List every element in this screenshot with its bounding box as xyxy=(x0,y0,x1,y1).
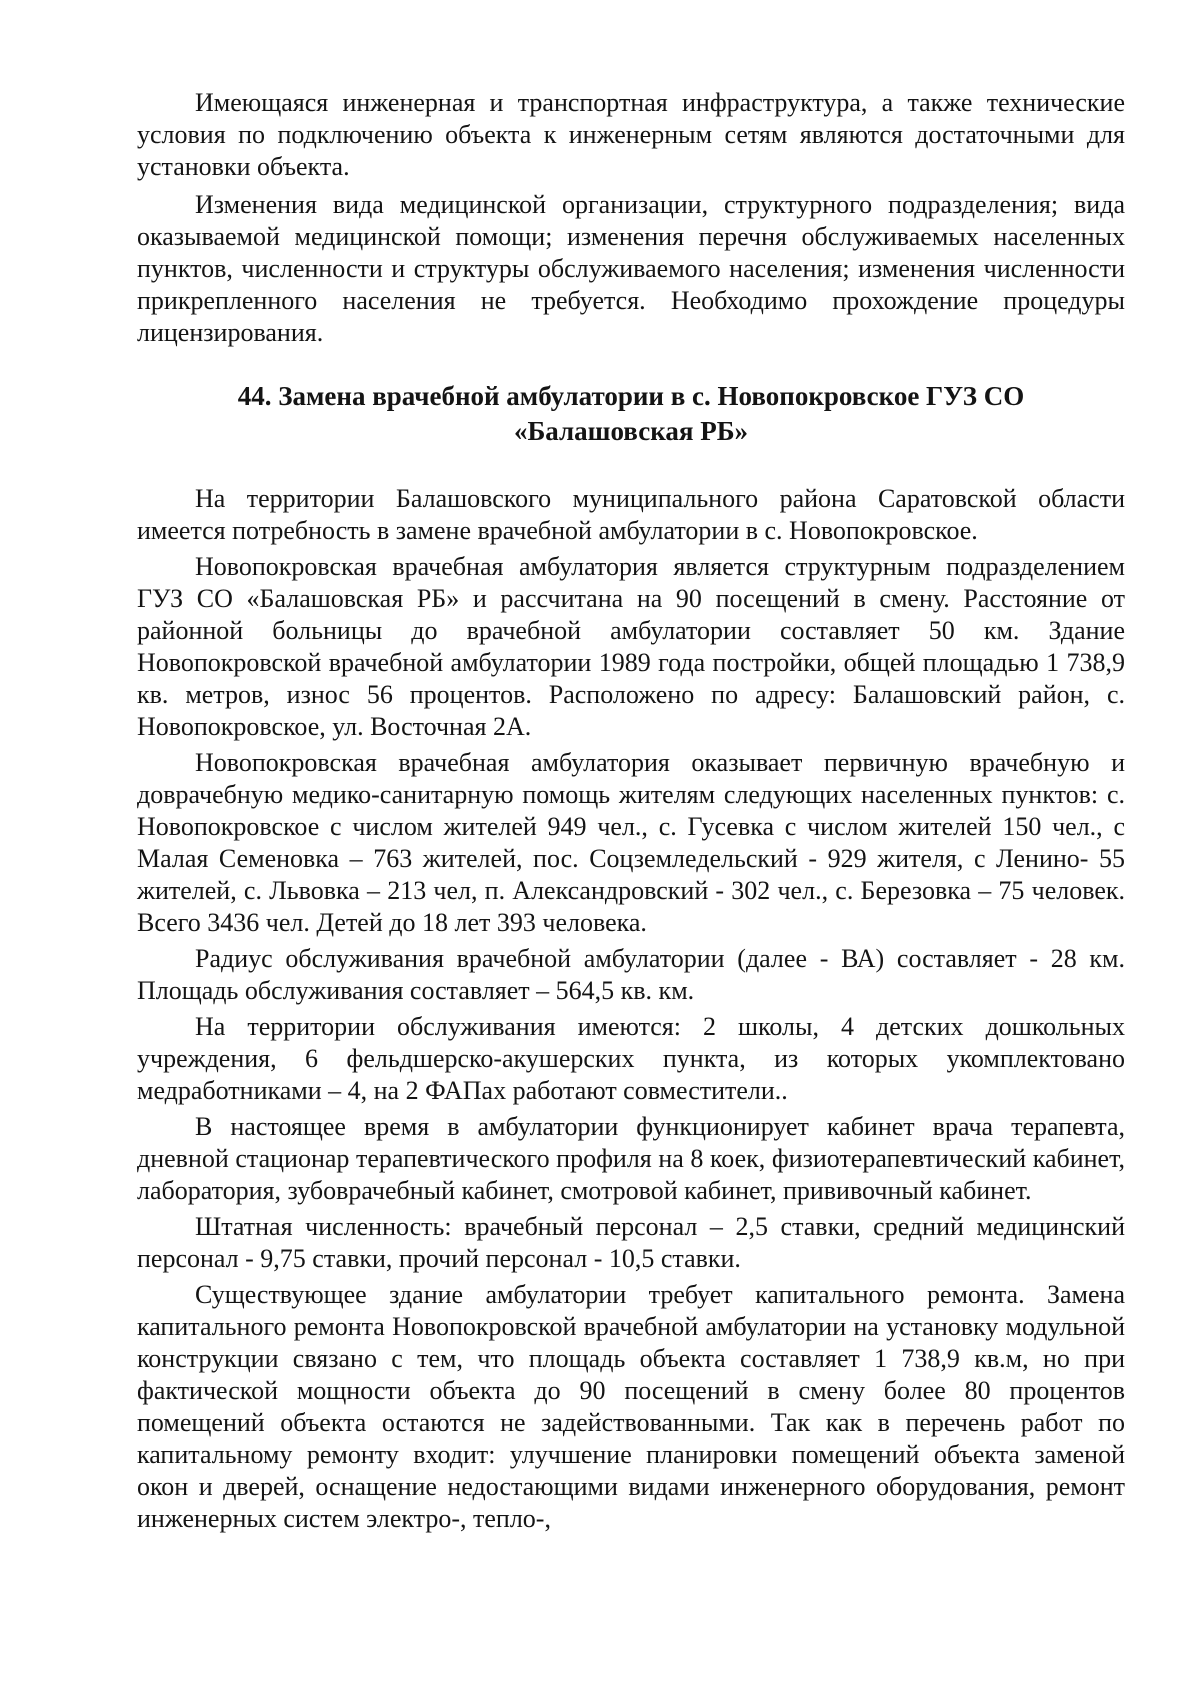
paragraph-staff: Штатная численность: врачебный персонал – 2,5 ставки, средний медицинский персонал - 9,75 ставки, прочий персонал - 10,5 ставки. xyxy=(137,1212,1125,1273)
section-heading xyxy=(137,379,1125,449)
paragraph-renovation: Существующее здание амбулатории требует капитального ремонта. Замена капитального ремонта Новопокровской врачебной амбулатории на установку модульной конструкции связано с тем, что площадь объекта составляет 1 738,9 кв.м, но при фактической мощности объекта до 90 посещений в смену более 80 процентов помещений объекта остаются не задействованными. Так как в перечень работ по капитальному ремонту входит: улучшение планировки помещений объекта заменой окон и дверей, оснащение недостающими видами инженерного оборудования, ремонт инженерных систем электро-, тепло-, xyxy=(137,1280,1125,1533)
paragraph-structure: Новопокровская врачебная амбулатория является структурным подразделением ГУЗ СО «Балашовская РБ» и рассчитана на 90 посещений в смену. Расстояние от районной больницы до врачебной амбулатории составляет 50 км. Здание Новопокровской врачебной амбулатории 1989 года постройки, общей площадью 1 738,9 кв. метров, износ 56 процентов. Расположено по адресу: Балашовский район, с. Новопокровское, ул. Восточная 2А. xyxy=(137,552,1125,741)
paragraph-need: На территории Балашовского муниципального района Саратовской области имеется потребность в замене врачебной амбулатории в с. Новопокровское. xyxy=(137,484,1125,545)
paragraph-institutions: На территории обслуживания имеются: 2 школы, 4 детских дошкольных учреждения, 6 фельдшерско-акушерских пункта, из которых укомплектовано медработниками – 4, на 2 ФАПах работают совместители.. xyxy=(137,1012,1125,1105)
document-body xyxy=(137,87,1125,1539)
paragraph-infrastructure: Имеющаяся инженерная и транспортная инфраструктура, а также технические условия по подключению объекта к инженерным сетям являются достаточными для установки объекта. xyxy=(137,88,1125,181)
section-heading-line-2: «Балашовская РБ» xyxy=(513,416,749,446)
paragraph-changes: Изменения вида медицинской организации, структурного подразделения; вида оказываемой медицинской помощи; изменения перечня обслуживаемых населенных пунктов, численности и структуры обслуживаемого населения; изменения численности прикрепленного населения не требуется. Необходимо прохождение процедуры лицензирования. xyxy=(137,190,1125,347)
paragraph-population: Новопокровская врачебная амбулатория оказывает первичную врачебную и доврачебную медико-санитарную помощь жителям следующих населенных пунктов: с. Новопокровское с числом жителей 949 чел., с. Гусевка с числом жителей 150 чел., с Малая Семеновка – 763 жителей, пос. Соцземледельский - 929 жителя, с Ленино- 55 жителей, с. Львовка – 213 чел, п. Александровский - 302 чел., с. Березовка – 75 человек. Всего 3436 чел. Детей до 18 лет 393 человека. xyxy=(137,748,1125,937)
paragraph-cabinets: В настоящее время в амбулатории функционирует кабинет врача терапевта, дневной стационар терапевтического профиля на 8 коек, физиотерапевтический кабинет, лаборатория, зубоврачебный кабинет, смотровой кабинет, прививочный кабинет. xyxy=(137,1112,1125,1205)
paragraph-radius: Радиус обслуживания врачебной амбулатории (далее - ВА) составляет - 28 км. Площадь обслуживания составляет – 564,5 кв. км. xyxy=(137,944,1125,1005)
section-heading-line-1: 44. Замена врачебной амбулатории в с. Новопокровское ГУЗ СО xyxy=(237,381,1025,411)
